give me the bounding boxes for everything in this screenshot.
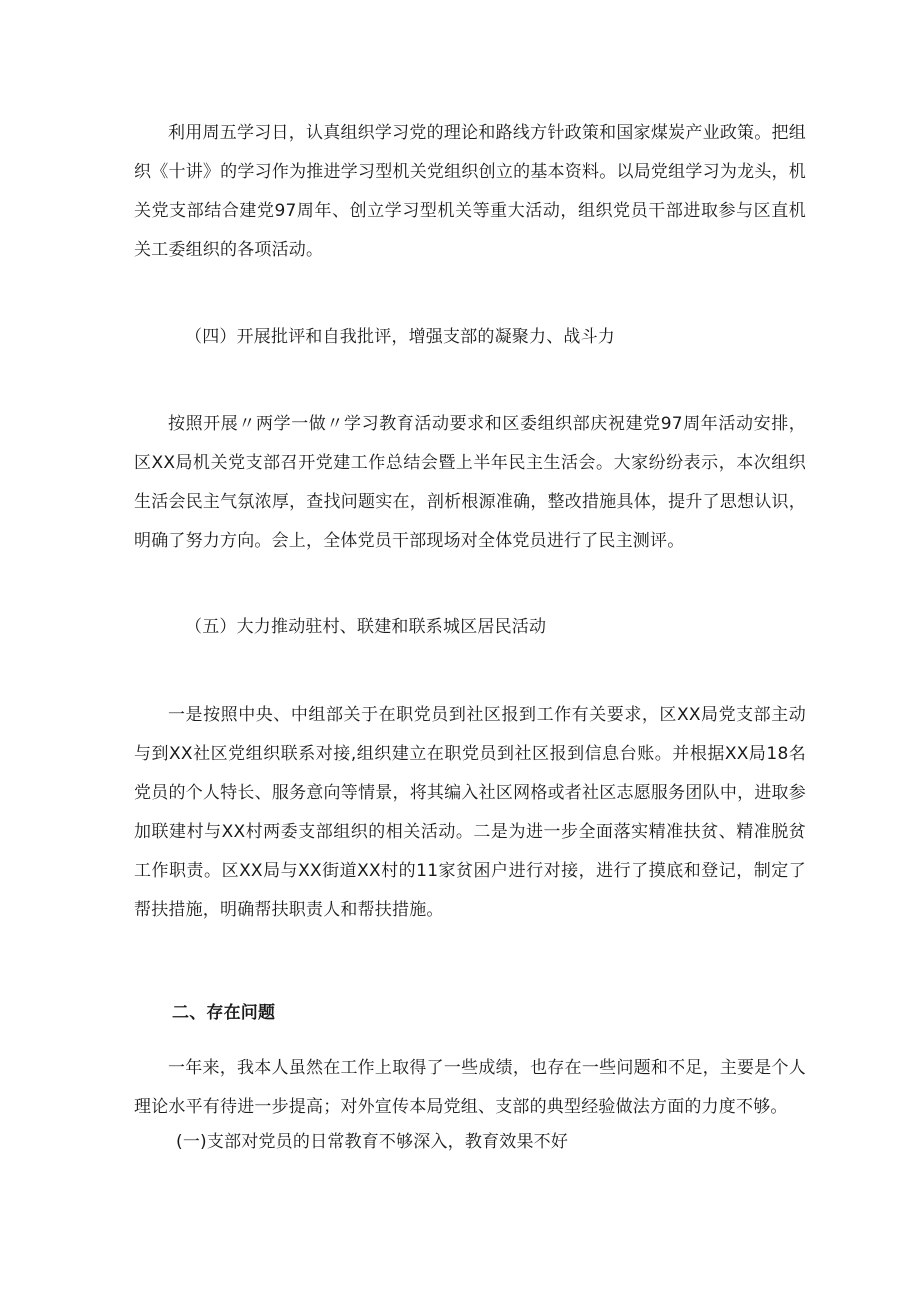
section-heading-criticism: （四）开展批评和自我批评，增强支部的凝聚力、战斗力: [185, 327, 615, 347]
paragraph-shortcomings: 一年来，我本人虽然在工作上取得了一些成绩，也存在一些问题和不足，主要是个人理论水平有待进一步提高；对外宣传本局党组、支部的典型经验做法方面的力度不够。: [134, 1058, 806, 1117]
section-heading-village-activities: （五）大力推动驻村、联建和联系城区居民活动: [185, 617, 547, 637]
paragraph-study-day: 利用周五学习日，认真组织学习党的理论和路线方针政策和国家煤炭产业政策。把组织《十讲》的学习作为推进学习型机关党组织创立的基本资料。以局党组学习为龙头，机关党支部结合建党97周年、创立学习型机关等重大活动，组织党员干部进取参与区直机关工委组织的各项活动。: [134, 123, 806, 260]
section-heading-problems: 二、存在问题: [172, 1003, 276, 1023]
paragraph-two-studies: 按照开展〃两学一做〃学习教育活动要求和区委组织部庆祝建党97周年活动安排，区XX局机关党支部召开党建工作总结会暨上半年民主生活会。大家纷纷表示，本次组织生活会民主气氛浓厚，查找问题实在，剖析根源准确，整改措施具体，提升了思想认识，明确了努力方向。会上，全体党员干部现场对全体党员进行了民主测评。: [134, 414, 806, 551]
paragraph-community-report: 一是按照中央、中组部关于在职党员到社区报到工作有关要求，区XX局党支部主动与到XX社区党组织联系对接,组织建立在职党员到社区报到信息台账。并根据XX局18名党员的个人特长、服务意向等情景，将其编入社区网格或者社区志愿服务团队中，进取参加联建村与XX村两委支部组织的相关活动。二是为进一步全面落实精准扶贫、精准脱贫工作职责。区XX局与XX街道XX村的11家贫困户进行对接，进行了摸底和登记，制定了帮扶措施，明确帮扶职责人和帮扶措施。: [134, 705, 806, 920]
subheading-education-issue: (一)支部对党员的日常教育不够深入，教育效果不好: [176, 1132, 569, 1152]
